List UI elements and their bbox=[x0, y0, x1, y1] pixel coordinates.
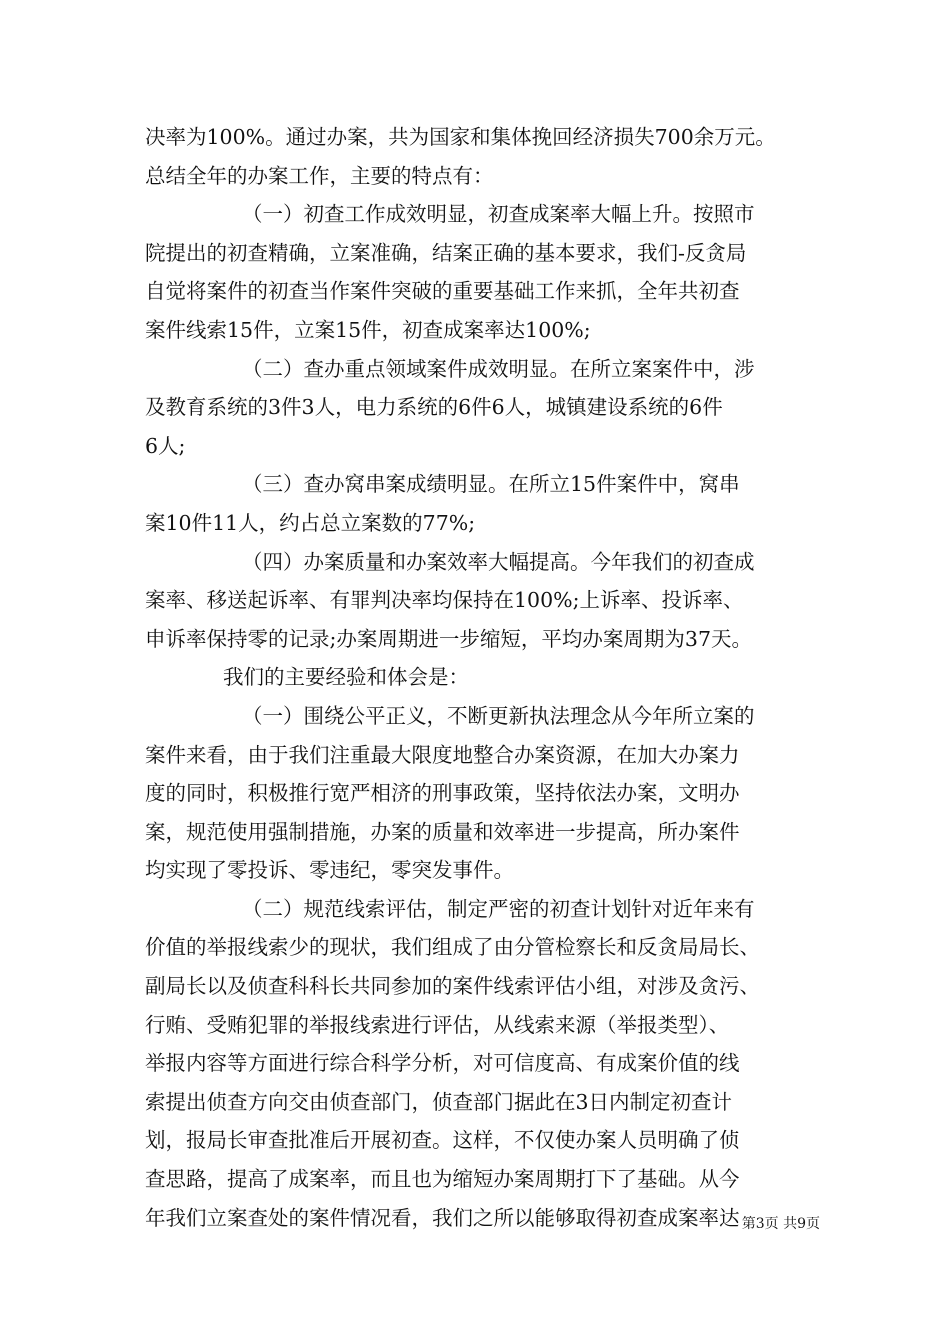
text-line-4: 院提出的初查精确，立案准确，结案正确的基本要求，我们-反贪局 bbox=[145, 240, 747, 265]
text-line-28: 查思路，提高了成案率，而且也为缩短办案周期打下了基础。从今 bbox=[145, 1167, 740, 1192]
document-body bbox=[145, 118, 820, 1237]
text-line-6: 案件线索15件，立案15件，初查成案率达100%; bbox=[145, 317, 591, 342]
text-line-26: 索提出侦查方向交由侦查部门，侦查部门据此在3日内制定初查计 bbox=[145, 1089, 733, 1114]
text-line-10: （三）查办窝串案成绩明显。在所立15件案件中，窝串 bbox=[242, 472, 740, 497]
text-line-27: 划，报局长审查批准后开展初查。这样，不仅使办案人员明确了侦 bbox=[145, 1128, 740, 1153]
text-line-20: 均实现了零投诉、零违纪，零突发事件。 bbox=[145, 858, 514, 883]
text-line-13: 案率、移送起诉率、有罪判决率均保持在100%;上诉率、投诉率、 bbox=[145, 588, 744, 613]
text-line-17: 案件来看，由于我们注重最大限度地整合办案资源，在加大办案力 bbox=[145, 742, 740, 767]
page-number-footer: 第3页 共9页 bbox=[741, 1216, 820, 1232]
text-line-24: 行贿、受贿犯罪的举报线索进行评估，从线索来源（举报类型）、 bbox=[145, 1012, 730, 1037]
text-line-9: 6人; bbox=[145, 433, 186, 458]
text-line-18: 度的同时，积极推行宽严相济的刑事政策，坚持依法办案，文明办 bbox=[145, 781, 740, 806]
text-line-1: 决率为100%。通过办案，共为国家和集体挽回经济损失700余万元。 bbox=[145, 125, 776, 149]
text-line-2: 总结全年的办案工作，主要的特点有： bbox=[145, 163, 494, 188]
text-line-7: （二）查办重点领域案件成效明显。在所立案案件中，涉 bbox=[242, 356, 755, 381]
text-line-16: （一）围绕公平正义，不断更新执法理念从今年所立案的 bbox=[242, 703, 755, 728]
text-line-14: 申诉率保持零的记录;办案周期进一步缩短，平均办案周期为37天。 bbox=[145, 626, 752, 651]
text-line-12: （四）办案质量和办案效率大幅提高。今年我们的初查成 bbox=[242, 549, 755, 574]
text-line-3: （一）初查工作成效明显，初查成案率大幅上升。按照市 bbox=[242, 202, 755, 227]
text-line-25: 举报内容等方面进行综合科学分析，对可信度高、有成案价值的线 bbox=[145, 1051, 740, 1076]
text-line-23: 副局长以及侦查科科长共同参加的案件线索评估小组，对涉及贪污、 bbox=[145, 974, 760, 999]
text-line-19: 案，规范使用强制措施，办案的质量和效率进一步提高，所办案件 bbox=[145, 819, 740, 844]
text-line-8: 及教育系统的3件3人，电力系统的6件6人，城镇建设系统的6件 bbox=[145, 395, 723, 420]
text-line-11: 案10件11人，约占总立案数的77%; bbox=[145, 510, 476, 535]
text-line-21: （二）规范线索评估，制定严密的初查计划针对近年来有 bbox=[242, 896, 755, 921]
text-line-15: 我们的主要经验和体会是： bbox=[223, 665, 469, 690]
text-line-22: 价值的举报线索少的现状，我们组成了由分管检察长和反贪局局长、 bbox=[145, 935, 760, 960]
text-line-5: 自觉将案件的初查当作案件突破的重要基础工作来抓，全年共初查 bbox=[145, 279, 740, 304]
text-line-29: 年我们立案查处的案件情况看，我们之所以能够取得初查成案率达 bbox=[145, 1205, 740, 1230]
